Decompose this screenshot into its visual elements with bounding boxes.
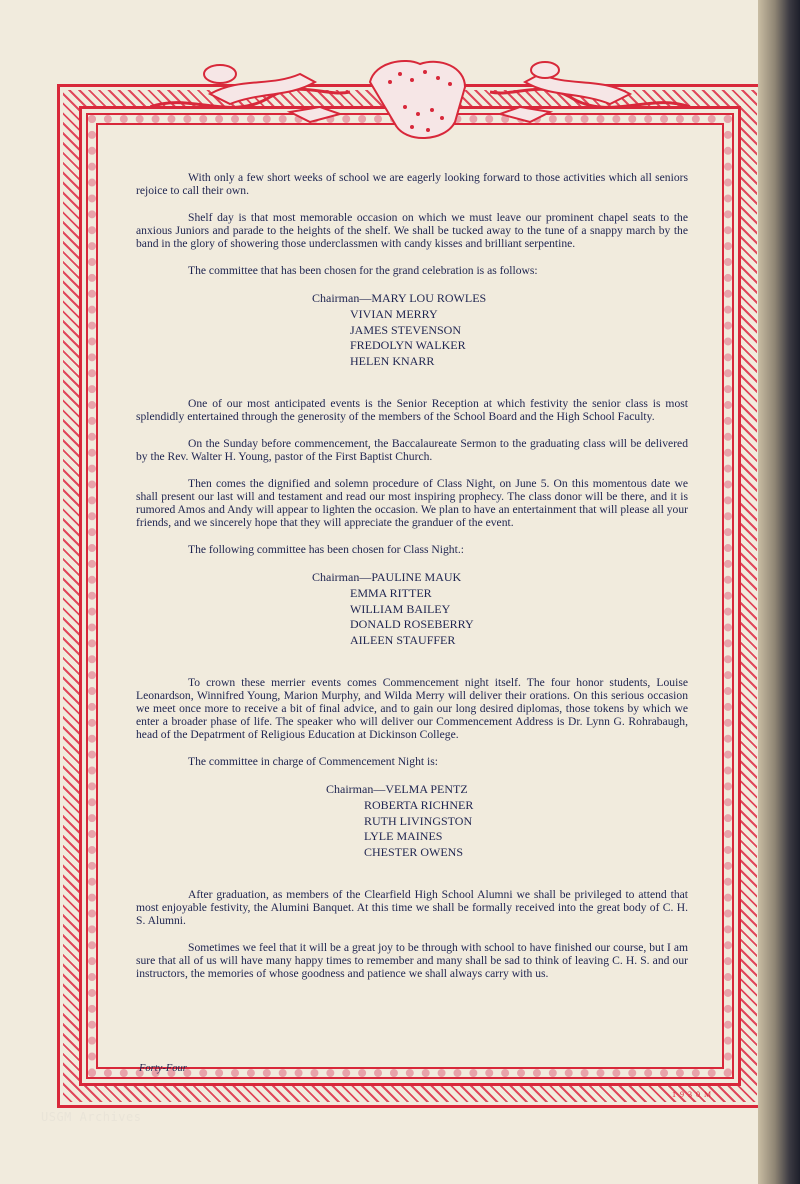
paragraph-alumni: After graduation, as members of the Clearfield High School Alumni we shall be privileged to attend that most enjoyable festivity, the Alumini Banquet. At this time we shall be formally received into the great body of C. H. S. Alumni.: [136, 887, 688, 927]
committee-member: WILLIAM BAILEY: [350, 601, 451, 616]
page-body: [136, 171, 688, 980]
committee-member: JAMES STEVENSON: [350, 322, 462, 337]
committee-member: ROBERTA RICHNER: [364, 797, 474, 812]
paragraph-baccalaureate: On the Sunday before commencement, the Baccalaureate Sermon to the graduating class will be delivered by the Rev. Walter H. Young, pastor of the First Baptist Church.: [136, 436, 688, 463]
paragraph-committee-intro: The committee that has been chosen for the grand celebration is as follows:: [188, 264, 538, 277]
committee-class-night: [312, 570, 688, 649]
committee-member: CHESTER OWENS: [364, 845, 463, 860]
paragraph-intro: With only a few short weeks of school we are eagerly looking forward to those activities which all seniors rejoice to call their own.: [136, 171, 688, 197]
committee-shelf-day: [312, 291, 688, 370]
committee-member: LYLE MAINES: [364, 829, 443, 844]
committee-chairman: Chairman—VELMA PENTZ: [326, 781, 468, 796]
artist-mark: 1 9 3 0 M: [672, 1090, 713, 1099]
book-binding: [758, 0, 800, 1184]
committee-member: VIVIAN MERRY: [350, 306, 438, 321]
paragraph-commencement-committee-intro: The committee in charge of Commencement Night is:: [188, 754, 438, 768]
paragraph-shelf-day: Shelf day is that most memorable occasion on which we must leave our prominent chapel seats to the anxious Juniors and parade to the heights of the shelf. We shall be tucked away to the tune of a snappy march by the band in the glory of showering those underclassmen with candy kisses and brilliant serpentine.: [136, 211, 688, 250]
committee-member: AILEEN STAUFFER: [350, 633, 456, 648]
paragraph-closing: Sometimes we feel that it will be a great joy to be through with school to have finished our course, but I am sure that all of us will have many happy times to remember and many shall be sad to think of leaving C. H. S. and our instructors, the memories of whose goodness and patience we shall always carry with us.: [136, 940, 688, 980]
committee-member: RUTH LIVINGSTON: [364, 813, 473, 828]
committee-member: HELEN KNARR: [350, 354, 435, 369]
ornament-crest-icon: [150, 52, 690, 147]
paragraph-commencement: To crown these merrier events comes Commencement night itself. The four honor students, Louise Leonardson, Winnifred Young, Marion Murphy, and Wilda Merry will deliver their orations. On this serious occasion we meet once more to receive a bit of final advice, and to gain our long desired diplomas, those tokens by which we enter a broader phase of life. The speaker who will deliver our Commencement Address is Dr. Lynn G. Rohrabaugh, head of the Depatrment of Religious Education at Dickinson College.: [136, 675, 688, 741]
committee-member: EMMA RITTER: [350, 585, 432, 600]
paragraph-class-night: Then comes the dignified and solemn procedure of Class Night, on June 5. On this momentous date we shall present our last will and testament and read our most inspiring prophecy. The class donor will be there, and it is rumored Amos and Andy will appear to lighten the occasion. We plan to have an entertainment that will please all your friends, and we sincerely hope that they will appreciate the granduer of the event.: [136, 476, 688, 529]
committee-commencement: [326, 782, 688, 861]
paragraph-class-night-committee-intro: The following committee has been chosen for Class Night.:: [188, 542, 464, 556]
committee-member: DONALD ROSEBERRY: [350, 617, 474, 632]
committee-chairman: Chairman—PAULINE MAUK: [312, 569, 462, 584]
archive-watermark: USGM Archives: [41, 1110, 142, 1124]
paragraph-senior-reception: One of our most anticipated events is the Senior Reception at which festivity the senior class is most splendidly entertained through the generosity of the members of the School Board and the High School Faculty.: [136, 396, 688, 423]
committee-chairman: Chairman—MARY LOU ROWLES: [312, 291, 487, 305]
committee-member: FREDOLYN WALKER: [350, 338, 466, 353]
page-number: Forty-Four: [139, 1063, 187, 1074]
